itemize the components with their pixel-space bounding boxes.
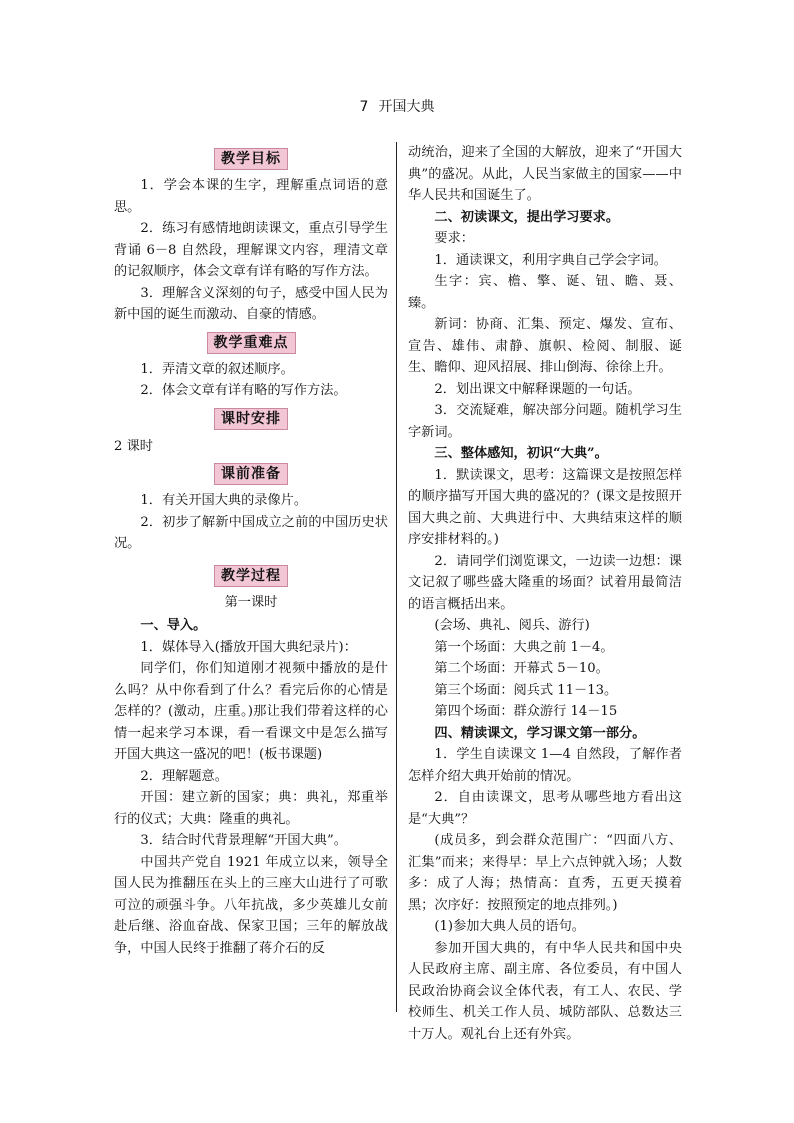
intro-heading: 一、导入。 xyxy=(140,618,207,633)
heading-process: 教学过程 xyxy=(214,565,288,587)
task-item: 2．自由读课文，思考从哪些地方看出这是“大典”？ xyxy=(408,790,682,827)
scene-item: 第四个场面：群众游行 14－15 xyxy=(434,704,618,719)
intro-item: 3．结合时代背景理解“开国大典”。 xyxy=(140,833,347,848)
heading-key-points: 教学重难点 xyxy=(207,332,296,354)
goal-item: 2．练习有感情地朗读课文，重点引导学生背诵 6－8 自然段，理解课文内容，理清文章的记叙顺序，体会文章有详有略的写作方法。 xyxy=(114,221,388,279)
left-column xyxy=(114,142,388,959)
section-heading: 三、整体感知，初识“大典”。 xyxy=(434,446,608,461)
intro-text: 中国共产党自 1921 年成立以来，领导全国人民为推翻压在头上的三座大山进行了可歌可泣的顽强斗争。八年抗战，多少英雄儿女前赴后继、浴血奋战、保家卫国；三年的解放战争，中国人民终于推翻了蒋介石的反 xyxy=(114,854,388,956)
task-item: 1．学生自读课文 1—4 自然段，了解作者怎样介绍大典开始前的情况。 xyxy=(408,747,682,784)
continued-text: 动统治，迎来了全国的大解放，迎来了“开国大典”的盛况。从此，人民当家做主的国家——中华人民共和国诞生了。 xyxy=(408,145,682,203)
scene-item: 第二个场面：开幕式 5－10。 xyxy=(434,661,609,676)
requirements-label: 要求： xyxy=(434,231,474,246)
goal-item: 3．理解含义深刻的句子，感受中国人民为新中国的诞生而激动、自豪的情感。 xyxy=(114,285,388,322)
intro-text: 同学们，你们知道刚才视频中播放的是什么吗？从中你看到了什么？看完后你的心情是怎样的？(激动，庄重。)那让我们带着这样的心情一起来学习本课，看一看课文中是怎么描写开国大典这一盛况的吧！(板书课题) xyxy=(114,661,388,762)
requirement-item: 3．交流疑难，解决部分问题。随机学习生字新词。 xyxy=(408,403,682,440)
sub-item: (1)参加大典人员的语句。 xyxy=(434,919,585,934)
requirement-item: 2．划出课文中解释课题的一句话。 xyxy=(434,381,641,397)
intro-text: 开国：建立新的国家；典：典礼，郑重举行的仪式；大典：隆重的典礼。 xyxy=(114,790,388,827)
scene-item: 第一个场面：大典之前 1－4。 xyxy=(434,639,614,655)
task-item: 1．默读课文，思考：这篇课文是按照怎样的顺序描写开国大典的盛况的？(课文是按照开国大典之前、大典进行中、大典结束这样的顺序安排材料的。) xyxy=(408,467,682,547)
section-heading: 四、精读课文，学习课文第一部分。 xyxy=(434,725,646,741)
lesson-number: 7 xyxy=(359,99,369,115)
key-item: 1．弄清文章的叙述顺序。 xyxy=(140,361,294,377)
lesson-title xyxy=(0,96,794,116)
new-characters: 生字：宾、檐、擎、诞、钮、瞻、聂、臻。 xyxy=(408,274,682,311)
heading-goals: 教学目标 xyxy=(214,148,288,170)
goal-item: 1．学会本课的生字，理解重点词语的意思。 xyxy=(114,178,388,215)
key-item: 2．体会文章有详有略的写作方法。 xyxy=(140,383,347,398)
task-item: 2．请同学们浏览课文，一边读一边想：课文记叙了哪些盛大隆重的场面？试着用最简洁的语言概括出来。 xyxy=(408,553,682,612)
section-heading: 二、初读课文，提出学习要求。 xyxy=(434,209,620,225)
new-words: 新词：协商、汇集、预定、爆发、宣布、宣告、雄伟、肃静、旗帜、检阅、制服、诞生、瞻仰、迎风招展、排山倒海、徐徐上升。 xyxy=(408,317,682,375)
intro-item: 2．理解题意。 xyxy=(140,768,228,784)
heading-time: 课时安排 xyxy=(214,408,288,430)
right-column xyxy=(408,142,682,1045)
answer-text: (会场、典礼、阅兵、游行) xyxy=(434,618,590,633)
prep-item: 1．有关开国大典的录像片。 xyxy=(140,493,308,508)
sub-item-text: 参加开国大典的，有中华人民共和国中央人民政府主席、副主席、各位委员，有中国人民政治协商会议全体代表，有工人、农民、学校师生、机关工作人员、城防部队、总数达三十万人。观礼台上还有外宾。 xyxy=(408,940,682,1042)
column-divider xyxy=(396,142,397,1012)
time-text: 2 课时 xyxy=(114,438,153,454)
answer-text: (成员多，到会群众范围广：“四面八方、汇集”而来；来得早：早上六点钟就入场；人数多：成了人海；热情高：直秀，五更天摸着黑；次序好：按照预定的地点排列。) xyxy=(408,833,682,913)
intro-item: 1．媒体导入(播放开国大典纪录片)： xyxy=(140,639,357,655)
prep-item: 2．初步了解新中国成立之前的中国历史状况。 xyxy=(114,514,388,551)
heading-prep: 课前准备 xyxy=(214,463,288,485)
lesson-one-label: 第一课时 xyxy=(224,594,278,610)
requirement-item: 1．通读课文，利用字典自己学会字词。 xyxy=(434,252,667,268)
scene-item: 第三个场面：阅兵式 11－13。 xyxy=(434,682,618,698)
lesson-title-text: 开国大典 xyxy=(378,99,435,115)
